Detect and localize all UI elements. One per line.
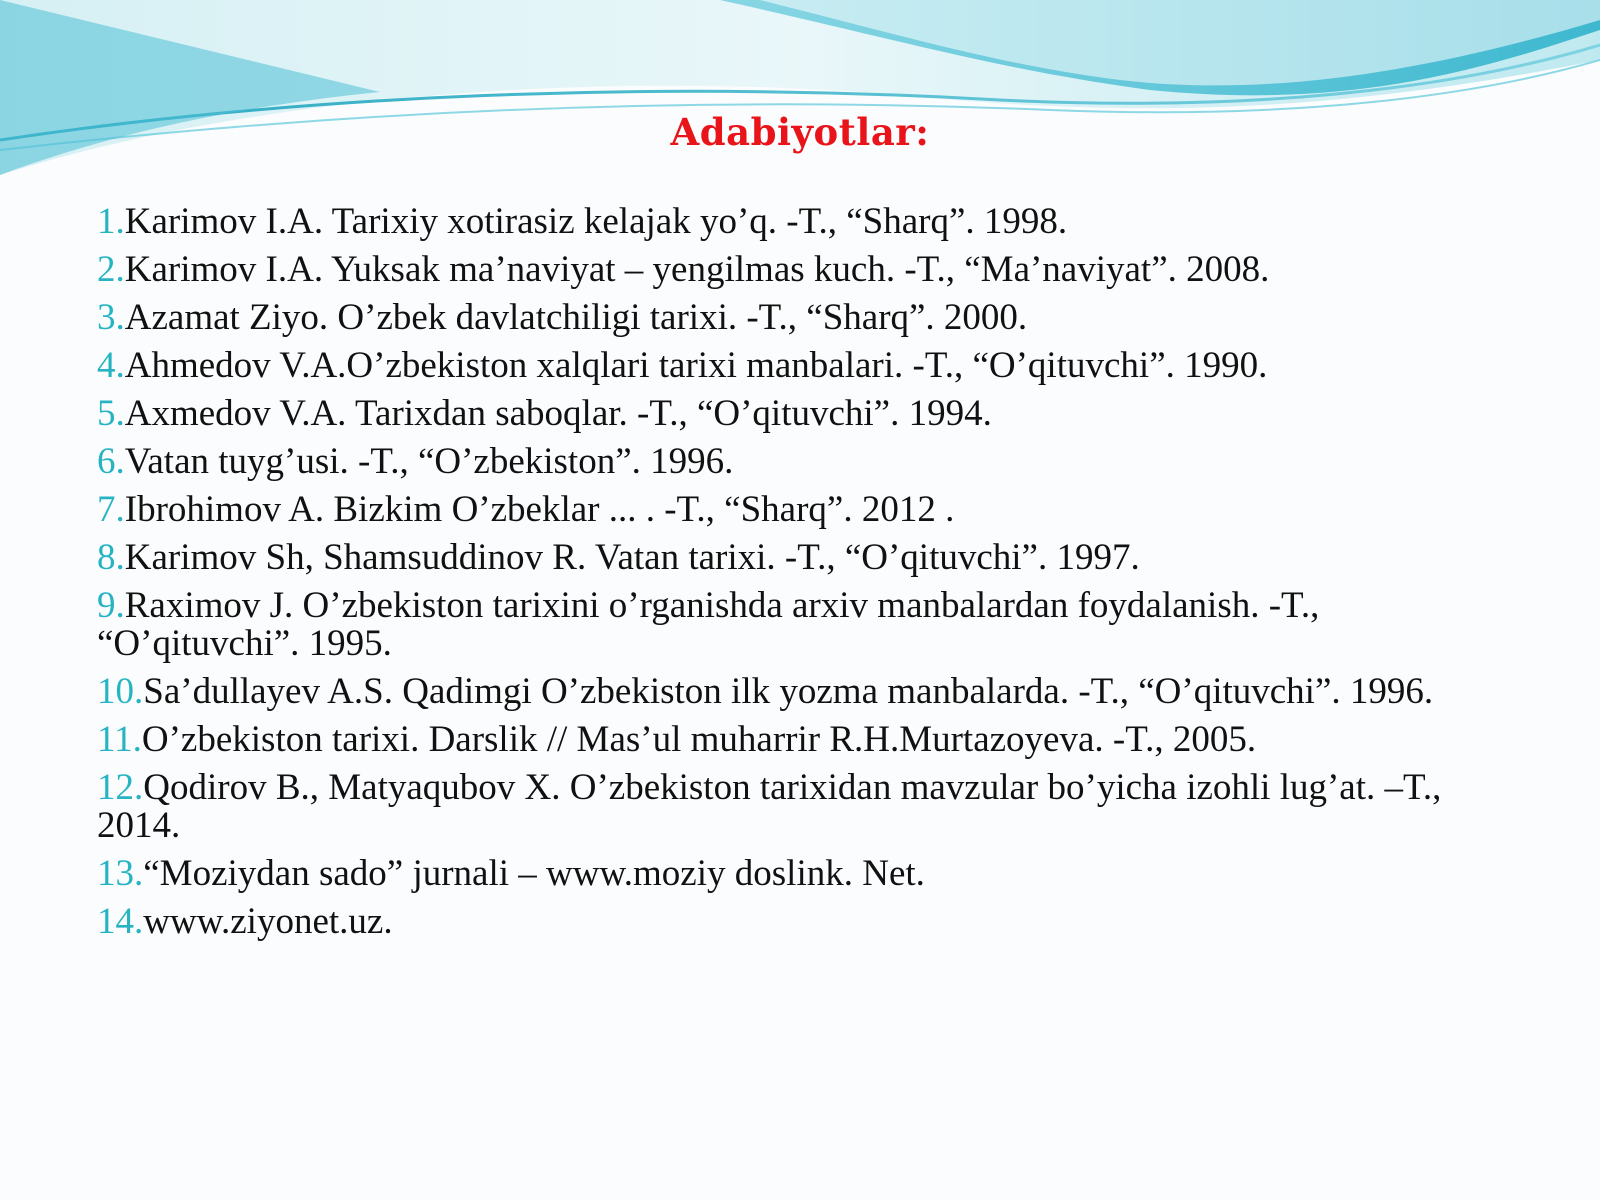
reference-number: 1. xyxy=(97,201,125,242)
reference-item xyxy=(97,443,1527,481)
reference-number: 8. xyxy=(97,537,125,578)
reference-item xyxy=(97,721,1527,759)
reference-number: 11. xyxy=(97,719,142,760)
reference-number: 6. xyxy=(97,441,125,482)
reference-item xyxy=(97,491,1527,529)
reference-text: O’zbekiston tarixi. Darslik // Mas’ul muharrir R.H.Murtazoyeva. -T., 2005. xyxy=(141,719,1257,760)
reference-text: Sa’dullayev A.S. Qadimgi O’zbekiston ilk yozma manbalarda. -T., “O’qituvchi”. 1996. xyxy=(143,671,1434,712)
reference-number: 2. xyxy=(97,249,125,290)
header-wave-decoration xyxy=(0,0,1600,200)
reference-text: Vatan tuyg’usi. -T., “O’zbekiston”. 1996. xyxy=(124,441,734,482)
slide-title: Adabiyotlar: xyxy=(670,110,930,154)
reference-text: Azamat Ziyo. O’zbek davlatchiligi tarixi. -T., “Sharq”. 2000. xyxy=(124,297,1028,338)
reference-text: Raximov J. O’zbekiston tarixini o’rganishda arxiv manbalardan foydalanish. -T., “O’qituvchi”. 1995. xyxy=(97,585,1320,664)
reference-number: 14. xyxy=(97,901,144,942)
reference-text: Ahmedov V.A.O’zbekiston xalqlari tarixi manbalari. -T., “O’qituvchi”. 1990. xyxy=(124,345,1268,386)
reference-item xyxy=(97,251,1527,289)
reference-number: 5. xyxy=(97,393,125,434)
reference-item xyxy=(97,587,1527,663)
reference-number: 3. xyxy=(97,297,125,338)
reference-text: Ibrohimov A. Bizkim O’zbeklar ... . -T., “Sharq”. 2012 . xyxy=(124,489,955,530)
reference-number: 4. xyxy=(97,345,125,386)
reference-text: Qodirov B., Matyaqubov X. O’zbekiston tarixidan mavzular bo’yicha izohli lug’at. –T., 2014. xyxy=(97,767,1442,846)
reference-number: 10. xyxy=(97,671,144,712)
reference-text: Karimov I.A. Yuksak ma’naviyat – yengilmas kuch. -T., “Ma’naviyat”. 2008. xyxy=(124,249,1270,290)
reference-item xyxy=(97,855,1527,893)
reference-item xyxy=(97,769,1527,845)
reference-text: “Moziydan sado” jurnali – www.moziy doslink. Net. xyxy=(143,853,925,894)
reference-item xyxy=(97,673,1527,711)
reference-text: www.ziyonet.uz. xyxy=(143,901,393,942)
references-list xyxy=(97,203,1527,951)
reference-item xyxy=(97,203,1527,241)
reference-item xyxy=(97,299,1527,337)
reference-text: Karimov Sh, Shamsuddinov R. Vatan tarixi. -T., “O’qituvchi”. 1997. xyxy=(124,537,1140,578)
reference-text: Axmedov V.A. Tarixdan saboqlar. -T., “O’qituvchi”. 1994. xyxy=(124,393,992,434)
reference-text: Karimov I.A. Tarixiy xotirasiz kelajak yo’q. -T., “Sharq”. 1998. xyxy=(124,201,1068,242)
reference-number: 9. xyxy=(97,585,125,626)
reference-number: 13. xyxy=(97,853,144,894)
reference-item xyxy=(97,539,1527,577)
reference-item xyxy=(97,347,1527,385)
reference-number: 7. xyxy=(97,489,125,530)
reference-number: 12. xyxy=(97,767,144,808)
reference-item xyxy=(97,903,1527,941)
reference-item xyxy=(97,395,1527,433)
